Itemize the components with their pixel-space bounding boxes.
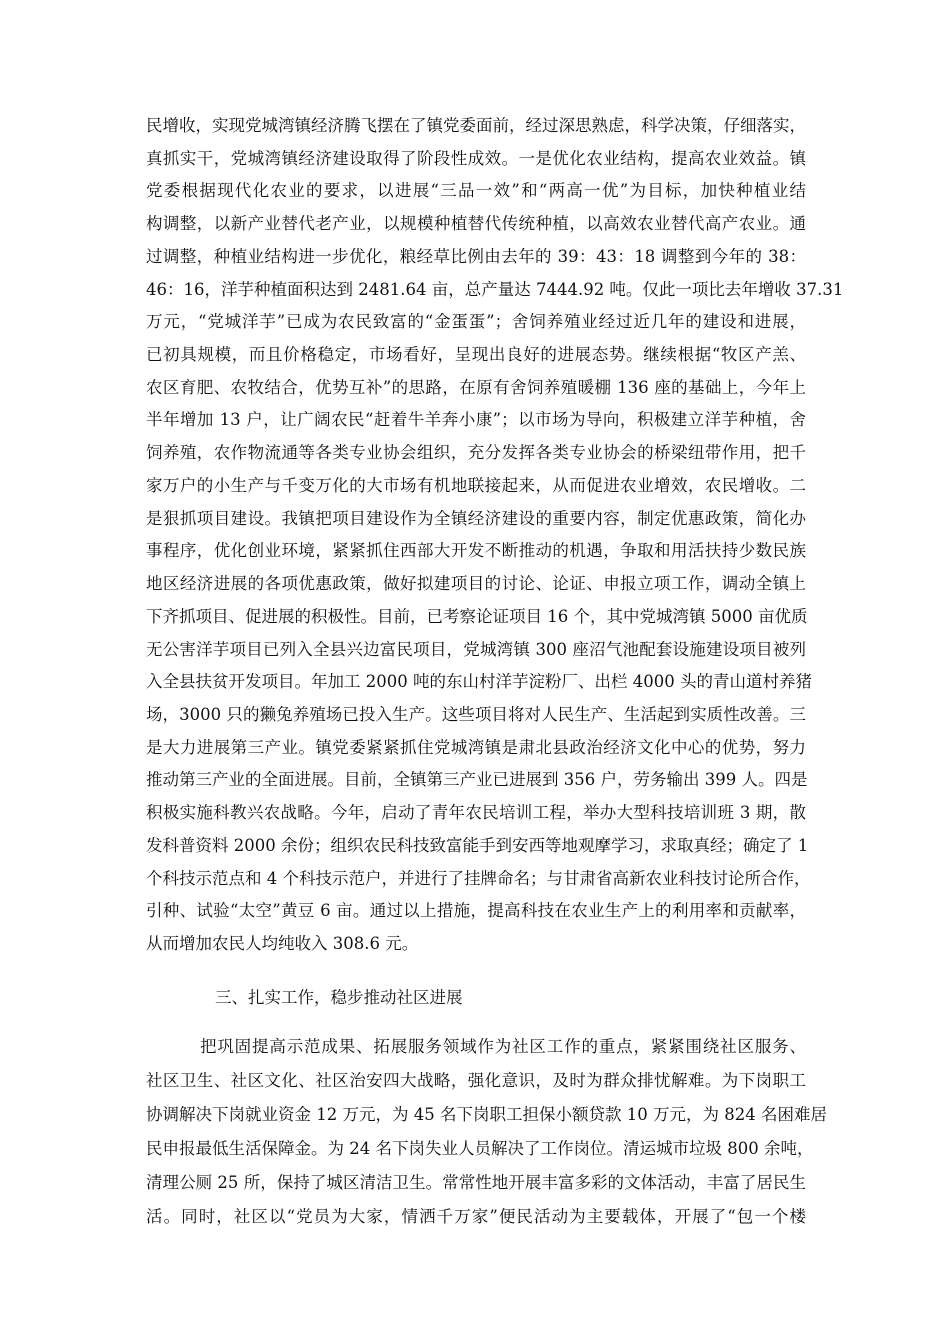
text-line: 无公害洋芋项目已列入全县兴边富民项目，党城湾镇 300 座沼气池配套设施建设项目被列 (146, 640, 806, 659)
text-line: 半年增加 13 户，让广阔农民“赶着牛羊奔小康”；以市场为导向，积极建立洋芋种植，舍 (146, 410, 806, 429)
text-line: 活。同时，社区以“党员为大家，情洒千万家”便民活动为主要载体，开展了“包一个楼 (146, 1207, 806, 1226)
text-line: 已初具规模，而且价格稳定，市场看好，呈现出良好的进展态势。继续根据“牧区产羔、 (146, 345, 806, 364)
text-line: 地区经济进展的各项优惠政策，做好拟建项目的讨论、论证、申报立项工作，调动全镇上 (146, 574, 806, 593)
text-line: 积极实施科教兴农战略。今年，启动了青年农民培训工程，举办大型科技培训班 3 期，散 (146, 803, 806, 822)
text-line: 发科普资料 2000 余份；组织农民科技致富能手到安西等地观摩学习，求取真经；确定了 1 (146, 836, 809, 855)
text-line: 协调解决下岗就业资金 12 万元，为 45 名下岗职工担保小额贷款 10 万元，为 824 名困难居 (146, 1105, 827, 1124)
text-line: 推动第三产业的全面进展。目前，全镇第三产业已进展到 356 户，劳务输出 399 人。四是 (146, 770, 808, 789)
text-line: 万元，“党城洋芋”已成为农民致富的“金蛋蛋”；舍饲养殖业经过近几年的建设和进展， (146, 312, 806, 331)
text-line: 下齐抓项目、促进展的积极性。目前，已考察论证项目 16 个，其中党城湾镇 5000 亩优质 (146, 607, 808, 626)
text-line: 事程序，优化创业环境，紧紧抓住西部大开发不断推动的机遇，争取和用活扶持少数民族 (146, 541, 806, 560)
section-heading: 三、扎实工作，稳步推动社区进展 (215, 988, 463, 1007)
text-line: 从而增加农民人均纯收入 308.6 元。 (146, 934, 419, 953)
text-line: 真抓实干，党城湾镇经济建设取得了阶段性成效。一是优化农业结构，提高农业效益。镇 (146, 149, 806, 168)
text-line: 是大力进展第三产业。镇党委紧紧抓住党城湾镇是肃北县政治经济文化中心的优势，努力 (146, 738, 806, 757)
text-line: 过调整，种植业结构进一步优化，粮经草比例由去年的 39：43：18 调整到今年的 38： (146, 247, 806, 266)
text-line: 引种、试验“太空”黄豆 6 亩。通过以上措施，提高科技在农业生产上的利用率和贡献率， (146, 901, 806, 920)
text-line: 个科技示范点和 4 个科技示范户，并进行了挂牌命名；与甘肃省高新农业科技讨论所合作， (146, 869, 811, 888)
text-line: 民增收，实现党城湾镇经济腾飞摆在了镇党委面前，经过深思熟虑，科学决策，仔细落实， (146, 116, 806, 135)
text-line: 46：16，洋芋种植面积达到 2481.64 亩，总产量达 7444.92 吨。仅此一项比去年增收 37.31 (146, 280, 844, 299)
text-line: 党委根据现代化农业的要求，以进展“三品一效”和“两高一优”为目标，加快种植业结 (146, 181, 806, 200)
text-line: 构调整，以新产业替代老产业，以规模种植替代传统种植，以高效农业替代高产农业。通 (146, 214, 806, 233)
text-line: 饲养殖，农作物流通等各类专业协会组织，充分发挥各类专业协会的桥梁纽带作用，把千 (146, 443, 806, 462)
text-line: 社区卫生、社区文化、社区治安四大战略，强化意识，及时为群众排忧解难。为下岗职工 (146, 1071, 806, 1090)
text-line: 场，3000 只的獭兔养殖场已投入生产。这些项目将对人民生产、生活起到实质性改善。三 (146, 705, 806, 724)
text-line: 农区育肥、农牧结合，优势互补”的思路，在原有舍饲养殖暖棚 136 座的基础上，今年上 (146, 378, 806, 397)
text-line: 入全县扶贫开发项目。年加工 2000 吨的东山村洋芋淀粉厂、出栏 4000 头的青山道村养猪 (146, 672, 812, 691)
text-line: 民申报最低生活保障金。为 24 名下岗失业人员解决了工作岗位。清运城市垃圾 800 余吨， (146, 1139, 814, 1158)
text-line: 是狠抓项目建设。我镇把项目建设作为全镇经济建设的重要内容，制定优惠政策，简化办 (146, 509, 806, 528)
text-line: 清理公厕 25 所，保持了城区清洁卫生。常常性地开展丰富多彩的文体活动，丰富了居民生 (146, 1173, 806, 1192)
text-line: 把巩固提高示范成果、拓展服务领域作为社区工作的重点，紧紧围绕社区服务、 (200, 1037, 806, 1056)
text-line: 家万户的小生产与千变万化的大市场有机地联接起来，从而促进农业增效，农民增收。二 (146, 476, 806, 495)
